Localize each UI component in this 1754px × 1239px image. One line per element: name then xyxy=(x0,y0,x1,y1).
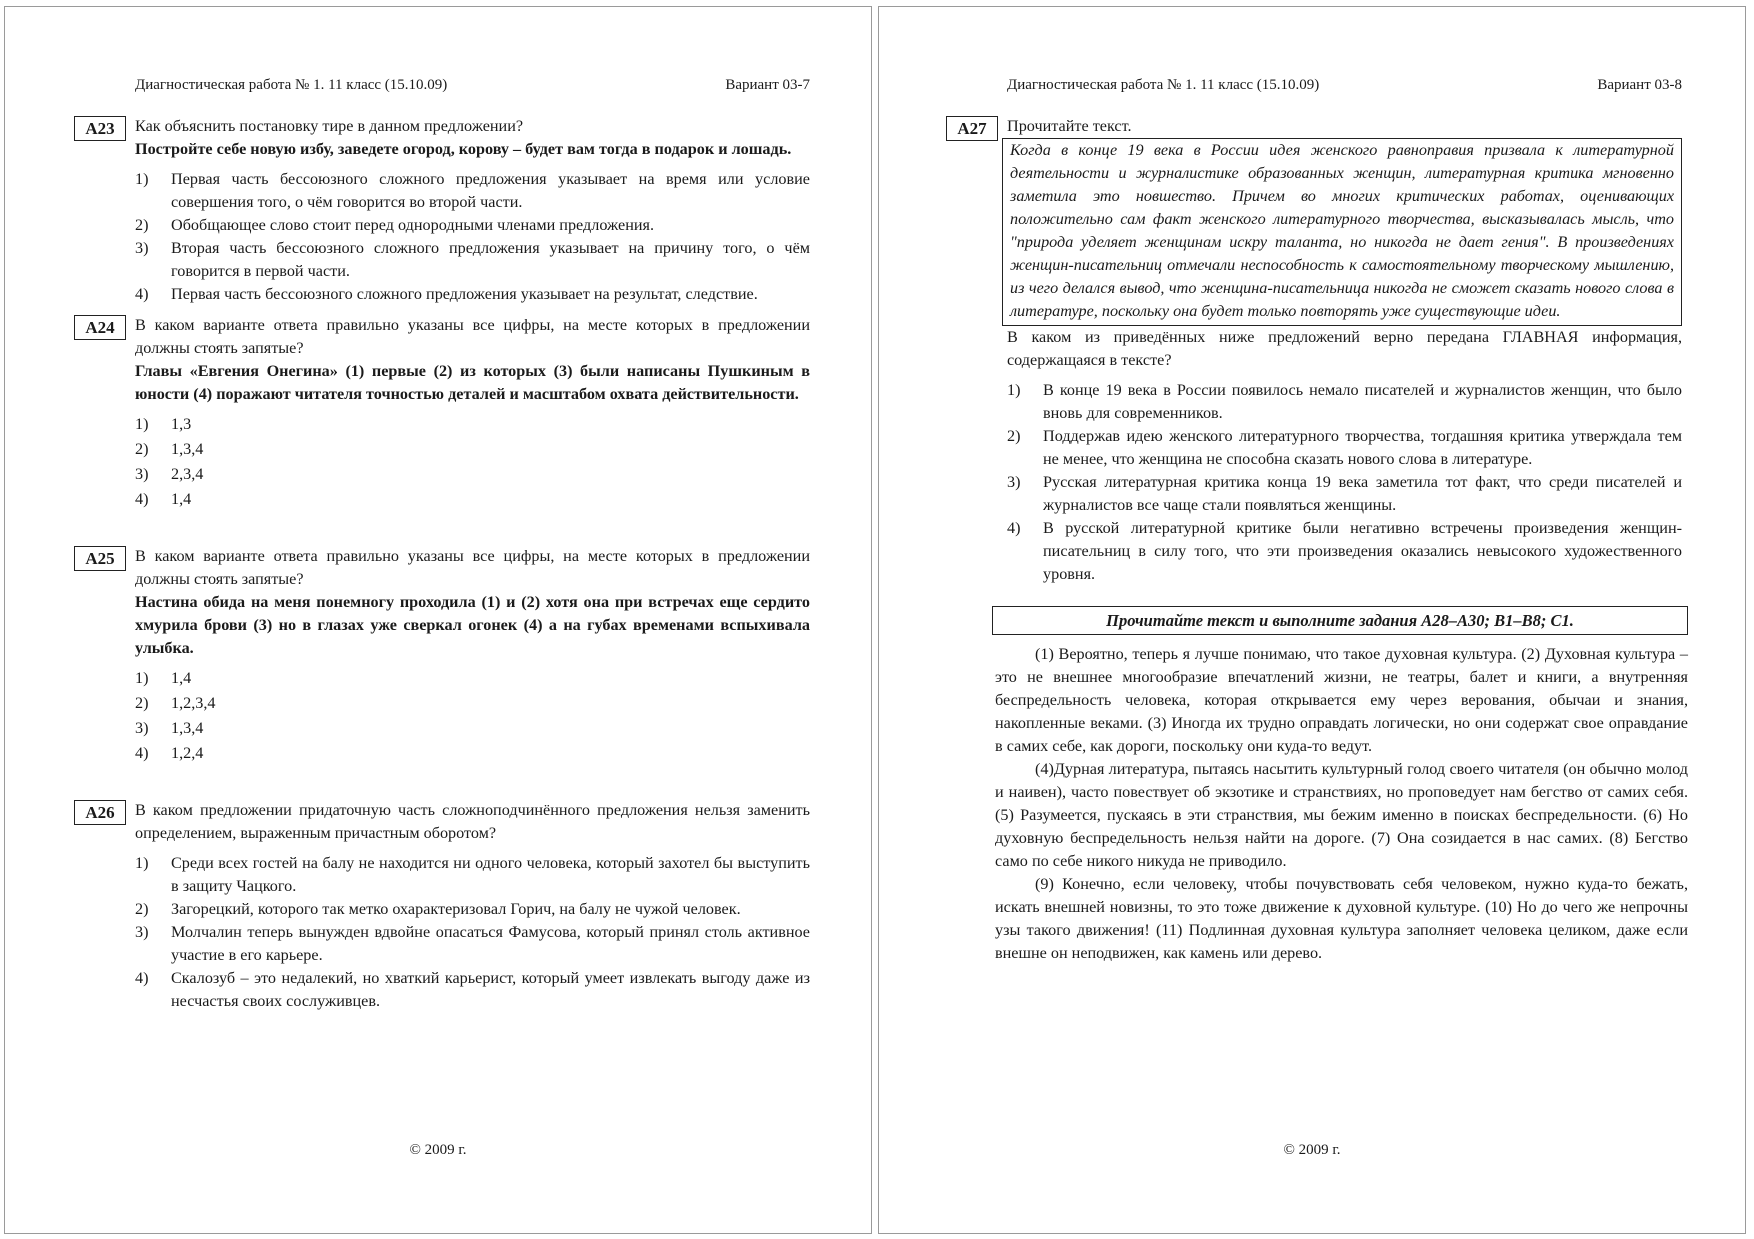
page-footer: © 2009 г. xyxy=(1283,1142,1341,1158)
answer-option[interactable] xyxy=(135,488,810,511)
option-number: 3) xyxy=(135,239,149,257)
option-text: 1,3,4 xyxy=(171,719,204,737)
task-label: A27 xyxy=(946,116,998,141)
option-number: 1) xyxy=(135,415,149,433)
option-number: 2) xyxy=(1007,427,1021,445)
option-text: Вторая часть бессоюзного сложного предложения указывает на причину того, о чём говорится в первой части. xyxy=(171,239,810,280)
option-text: В конце 19 века в России появилось немало писателей и журналистов женщин, что было вновь для современников. xyxy=(1043,381,1682,422)
option-number: 2) xyxy=(135,900,149,918)
task-question: В каком варианте ответа правильно указаны все цифры, на месте которых в предложении должны стоять запятые? xyxy=(135,547,810,588)
answer-options xyxy=(135,413,810,511)
option-number: 4) xyxy=(135,285,149,303)
task-label: A25 xyxy=(74,546,126,571)
header-title: Диагностическая работа № 1. 11 класс (15.10.09) xyxy=(135,77,448,93)
option-text: 1,3,4 xyxy=(171,440,204,458)
answer-option[interactable] xyxy=(1007,425,1682,471)
answer-option[interactable] xyxy=(135,438,810,461)
option-number: 3) xyxy=(1007,473,1021,491)
option-number: 4) xyxy=(1007,519,1021,537)
answer-option[interactable] xyxy=(1007,471,1682,517)
option-number: 1) xyxy=(135,170,149,188)
answer-option[interactable] xyxy=(135,413,810,436)
page-left xyxy=(4,6,872,1234)
task-question: Как объяснить постановку тире в данном предложении? xyxy=(135,117,524,135)
option-text: Первая часть бессоюзного сложного предложения указывает на результат, следствие. xyxy=(171,285,758,303)
answer-option[interactable] xyxy=(135,852,810,898)
passage-paragraph: (1) Вероятно, теперь я лучше понимаю, что такое духовная культура. (2) Духовная культура – это не внешнее многообразие впечатлений жизни, не театры, балет и книги, а внутренняя беспредельность человека, которая открывается ему через верования, обычаи и знания, накопленные веками. (3) Иногда их трудно оправдать логически, но они содержат свое оправдание в самих себе, как дороги, поскольку они куда-то ведут. xyxy=(995,645,1688,755)
page-left-content xyxy=(85,75,810,1013)
option-number: 3) xyxy=(135,719,149,737)
option-number: 1) xyxy=(135,854,149,872)
answer-option[interactable] xyxy=(135,667,810,690)
option-number: 3) xyxy=(135,923,149,941)
option-number: 2) xyxy=(135,216,149,234)
option-number: 4) xyxy=(135,490,149,508)
answer-option[interactable] xyxy=(1007,379,1682,425)
task-sentence: Постройте себе новую избу, заведете огород, корову – будет вам тогда в подарок и лошадь. xyxy=(135,140,792,158)
reading-text-box: Когда в конце 19 века в России идея женского равноправия призвала к литературной деятельности и журналистике образованных женщин, литературная критика мгновенно заметила это новшество. Причем во многих критических работах, оценивающих положительно сам факт женского литературного творчества, высказывалась мысль, что "природа уделяет женщинам искру таланта, но никогда не дает гения". В произведениях женщин-писательниц отмечали неспособность к самостоятельному творческому мышлению, из чего делался вывод, что женщина-писательница никогда не сможет сказать нового слова в литературе, поскольку она будет только повторять уже существующие идеи. xyxy=(1002,138,1682,326)
option-text: Поддержав идею женского литературного творчества, тогдашняя критика утверждала тем не менее, что женщина не способна сказать нового слова в литературе. xyxy=(1043,427,1682,468)
answer-option[interactable] xyxy=(135,463,810,486)
task-question: В каком предложении придаточную часть сложноподчинённого предложения нельзя заменить определением, выраженным причастным оборотом? xyxy=(135,801,810,842)
option-text: 1,4 xyxy=(171,669,192,687)
answer-option[interactable] xyxy=(135,717,810,740)
answer-option[interactable] xyxy=(135,168,810,214)
option-number: 4) xyxy=(135,744,149,762)
task-a24 xyxy=(85,314,810,511)
option-text: Скалозуб – это недалекий, но хваткий карьерист, который умеет извлекать выгоду даже из несчастья своих сослуживцев. xyxy=(171,969,810,1010)
task-a27 xyxy=(957,115,1682,586)
reading-passage xyxy=(995,643,1688,965)
header-variant: Вариант 03-7 xyxy=(725,77,810,93)
option-text: 1,4 xyxy=(171,490,192,508)
page-footer: © 2009 г. xyxy=(409,1142,467,1158)
option-text: Первая часть бессоюзного сложного предложения указывает на время или условие совершения того, о чём говорится во второй части. xyxy=(171,170,810,211)
passage-paragraph: (9) Конечно, если человеку, чтобы почувствовать себя человеком, нужно куда-то бежать, искать внешней новизны, то это тоже движение к духовной культуре. (10) Но до чего же непрочны узы такого движения! (11) Подлинная духовная культура заполняет человека целиком, даже если внешне он неподвижен, как камень или дерево. xyxy=(995,875,1688,962)
option-text: Загорецкий, которого так метко охарактеризовал Горич, на балу не чужой человек. xyxy=(171,900,741,918)
header-variant: Вариант 03-8 xyxy=(1597,77,1682,93)
answer-option[interactable] xyxy=(135,742,810,765)
answer-option[interactable] xyxy=(135,921,810,967)
answer-option[interactable] xyxy=(135,214,810,237)
page-header xyxy=(135,75,810,95)
option-text: Молчалин теперь вынужден вдвойне опасаться Фамусова, который принял столь активное участие в его карьере. xyxy=(171,923,810,964)
task-a25 xyxy=(85,545,810,765)
header-title: Диагностическая работа № 1. 11 класс (15.10.09) xyxy=(1007,77,1320,93)
answer-options xyxy=(135,667,810,765)
task-label: A26 xyxy=(74,800,126,825)
task-question: В каком варианте ответа правильно указаны все цифры, на месте которых в предложении должны стоять запятые? xyxy=(135,316,810,357)
task-label: A24 xyxy=(74,315,126,340)
option-number: 1) xyxy=(135,669,149,687)
page-right-content xyxy=(957,75,1688,965)
page-header xyxy=(1007,75,1682,95)
option-number: 2) xyxy=(135,694,149,712)
answer-option[interactable] xyxy=(135,237,810,283)
answer-option[interactable] xyxy=(135,898,810,921)
answer-option[interactable] xyxy=(135,692,810,715)
task-a23 xyxy=(85,115,810,306)
task-sentence: Настина обида на меня понемногу проходила (1) и (2) хотя она при встречах еще сердито хмурила брови (3) но в глазах уже сверкал огонек (4) а на губах временами вспыхивала улыбка. xyxy=(135,593,810,657)
answer-options xyxy=(1007,379,1682,586)
option-number: 3) xyxy=(135,465,149,483)
option-text: В русской литературной критике были негативно встречены произведения женщин-писательниц в силу того, что эти произведения оказались невысокого художественного уровня. xyxy=(1043,519,1682,583)
option-text: Среди всех гостей на балу не находится ни одного человека, который захотел бы выступить в защиту Чацкого. xyxy=(171,854,810,895)
passage-paragraph: (4)Дурная литература, пытаясь насытить культурный голод своего читателя (он обычно молод и наивен), часто повествует об экзотике и странствиях, но проповедует нам бегство от самих себя. (5) Разумеется, пускаясь в эти странствия, мы бежим именно в поисках беспредельности. (6) Но духовную беспредельность нельзя найти на дороге. (7) Она созидается в нас самих. (8) Бегство само по себе никого никуда не приводило. xyxy=(995,760,1688,870)
option-number: 2) xyxy=(135,440,149,458)
option-text: 1,3 xyxy=(171,415,192,433)
option-number: 1) xyxy=(1007,381,1021,399)
option-text: 1,2,3,4 xyxy=(171,694,216,712)
page-right xyxy=(878,6,1746,1234)
answer-option[interactable] xyxy=(1007,517,1682,586)
task-intro: Прочитайте текст. xyxy=(1007,117,1132,135)
task-question: В каком из приведённых ниже предложений верно передана ГЛАВНАЯ информация, содержащаяся в тексте? xyxy=(1007,328,1682,369)
answer-option[interactable] xyxy=(135,283,810,306)
option-number: 4) xyxy=(135,969,149,987)
task-a26 xyxy=(85,799,810,1013)
option-text: Обобщающее слово стоит перед однородными членами предложения. xyxy=(171,216,655,234)
option-text: 2,3,4 xyxy=(171,465,204,483)
task-sentence: Главы «Евгения Онегина» (1) первые (2) из которых (3) были написаны Пушкиным в юности (4) поражают читателя точностью деталей и масштабом охвата действительности. xyxy=(135,362,810,403)
instruction-banner: Прочитайте текст и выполните задания А28–А30; В1–В8; С1. xyxy=(992,606,1688,635)
answer-options xyxy=(135,168,810,306)
option-text: 1,2,4 xyxy=(171,744,204,762)
answer-options xyxy=(135,852,810,1013)
task-label: A23 xyxy=(74,116,126,141)
option-text: Русская литературная критика конца 19 века заметила тот факт, что среди писателей и журналистов все чаще стали появляться женщины. xyxy=(1043,473,1682,514)
answer-option[interactable] xyxy=(135,967,810,1013)
